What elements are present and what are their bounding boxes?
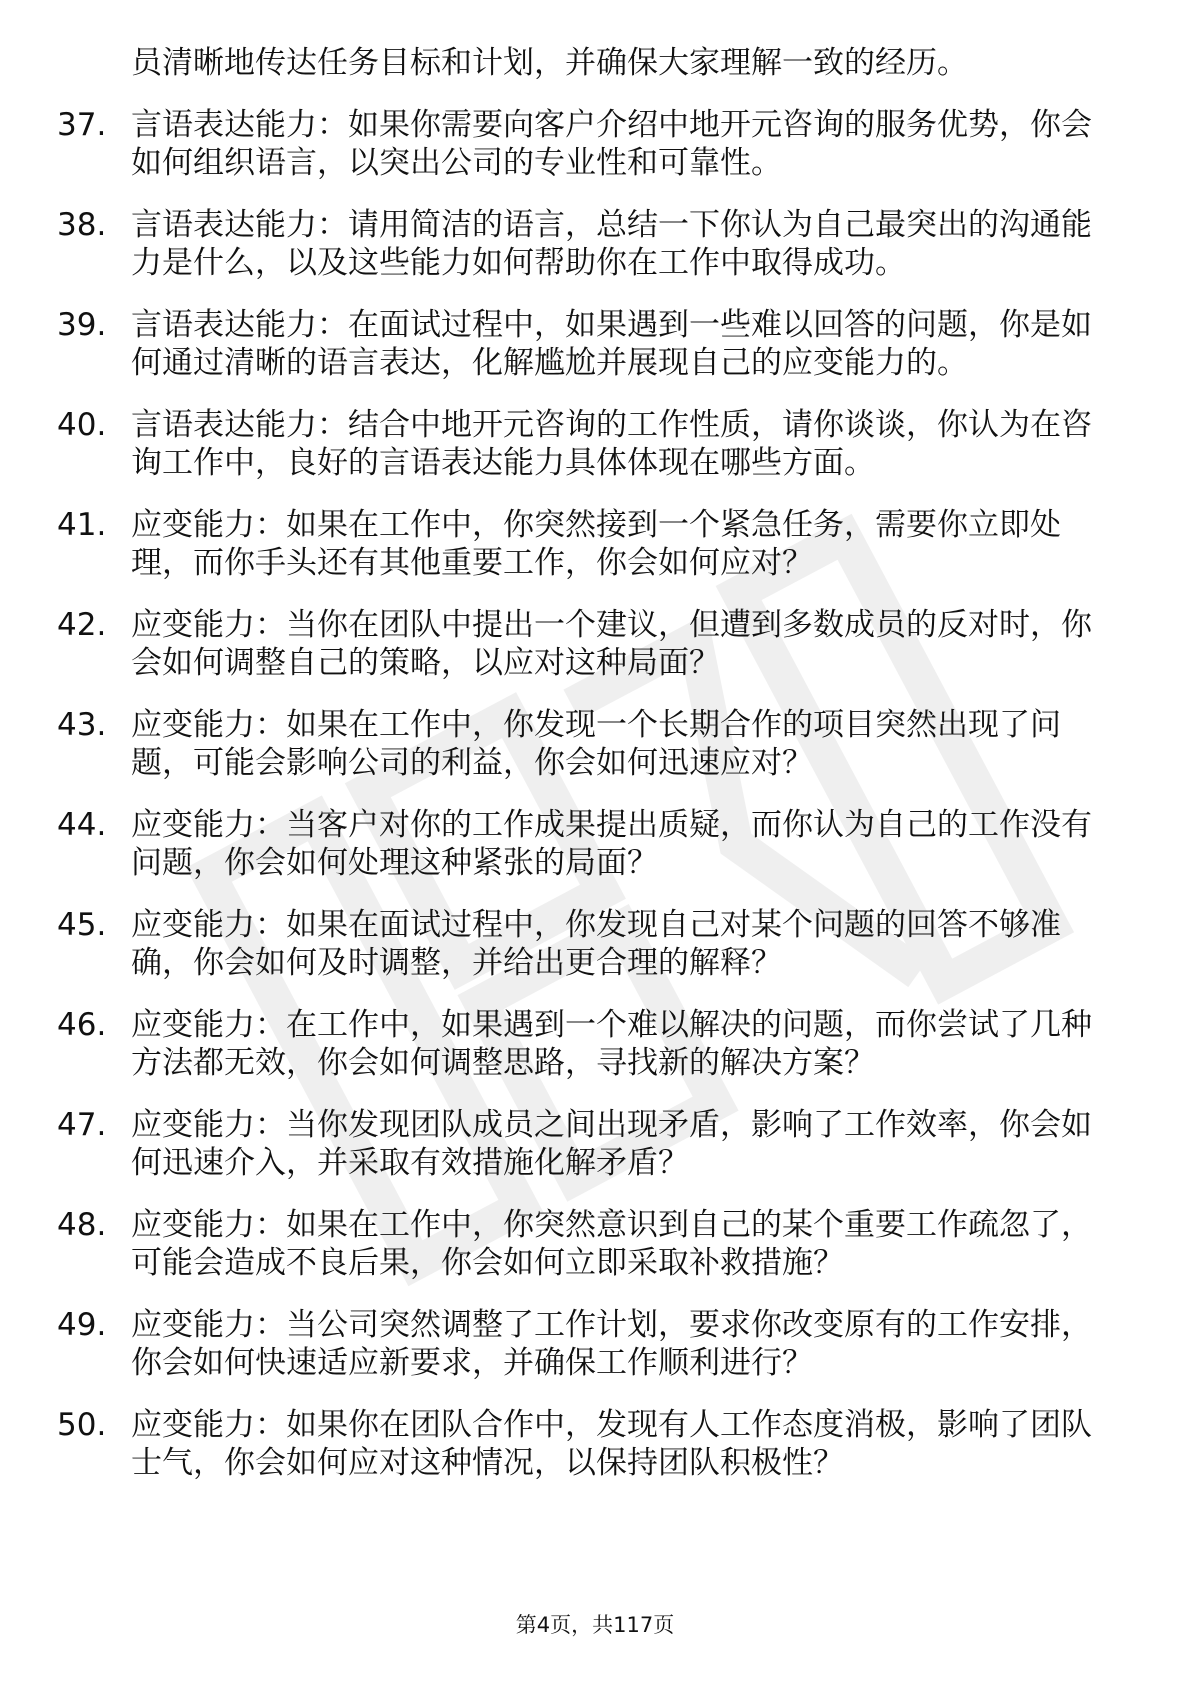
list-item [0,506,1190,582]
item-text: 应变能力：当你发现团队成员之间出现矛盾，影响了工作效率，你会如何迅速介入，并采取有效措施化解矛盾？ [131,1107,1092,1181]
item-text: 应变能力：当公司突然调整了工作计划，要求你改变原有的工作安排，你会如何快速适应新要求，并确保工作顺利进行？ [131,1307,1092,1381]
item-number: 50. [57,1407,107,1443]
list-item [0,1006,1190,1082]
list-item [0,1106,1190,1182]
item-number: 47. [57,1107,107,1143]
item-number: 43. [57,707,107,743]
item-text: 应变能力：如果在工作中，你突然意识到自己的某个重要工作疏忽了，可能会造成不良后果，你会如何立即采取补救措施？ [131,1207,1092,1281]
item-text: 应变能力：在工作中，如果遇到一个难以解决的问题，而你尝试了几种方法都无效，你会如何调整思路，寻找新的解决方案？ [131,1007,1092,1081]
list-item [0,306,1190,382]
item-text: 言语表达能力：如果你需要向客户介绍中地开元咨询的服务优势，你会如何组织语言，以突出公司的专业性和可靠性。 [131,107,1092,181]
question-list [0,44,1190,1506]
list-item [0,106,1190,182]
list-item [0,406,1190,482]
list-item [0,206,1190,282]
item-number: 41. [57,507,107,543]
item-number: 37. [57,107,107,143]
item-number: 45. [57,907,107,943]
item-text: 言语表达能力：请用简洁的语言，总结一下你认为自己最突出的沟通能力是什么，以及这些能力如何帮助你在工作中取得成功。 [131,207,1092,281]
item-text: 言语表达能力：结合中地开元咨询的工作性质，请你谈谈，你认为在咨询工作中，良好的言语表达能力具体体现在哪些方面。 [131,407,1092,481]
item-number: 39. [57,307,107,343]
item-text: 应变能力：如果在工作中，你发现一个长期合作的项目突然出现了问题，可能会影响公司的利益，你会如何迅速应对？ [131,707,1061,781]
list-item [0,606,1190,682]
item-number: 46. [57,1007,107,1043]
item-number: 44. [57,807,107,843]
list-item [0,906,1190,982]
list-item [0,1306,1190,1382]
item-number: 49. [57,1307,107,1343]
item-text: 应变能力：当你在团队中提出一个建议，但遭到多数成员的反对时，你会如何调整自己的策略，以应对这种局面？ [131,607,1092,681]
list-item [0,706,1190,782]
list-item [0,1206,1190,1282]
continuation-line: 员清晰地传达任务目标和计划，并确保大家理解一致的经历。 [131,45,968,81]
page-footer: 第4页，共117页 [515,1613,675,1637]
item-number: 48. [57,1207,107,1243]
item-number: 38. [57,207,107,243]
item-text: 应变能力：如果在工作中，你突然接到一个紧急任务，需要你立即处理，而你手头还有其他重要工作，你会如何应对？ [131,507,1061,581]
list-item [0,806,1190,882]
item-text: 言语表达能力：在面试过程中，如果遇到一些难以回答的问题，你是如何通过清晰的语言表达，化解尴尬并展现自己的应变能力的。 [131,307,1092,381]
item-text: 应变能力：如果在面试过程中，你发现自己对某个问题的回答不够准确，你会如何及时调整，并给出更合理的解释？ [131,907,1061,981]
list-item [0,1406,1190,1482]
item-number: 42. [57,607,107,643]
item-text: 应变能力：当客户对你的工作成果提出质疑，而你认为自己的工作没有问题，你会如何处理这种紧张的局面？ [131,807,1092,881]
item-text: 应变能力：如果你在团队合作中，发现有人工作态度消极，影响了团队士气，你会如何应对这种情况，以保持团队积极性？ [131,1407,1092,1481]
item-number: 40. [57,407,107,443]
